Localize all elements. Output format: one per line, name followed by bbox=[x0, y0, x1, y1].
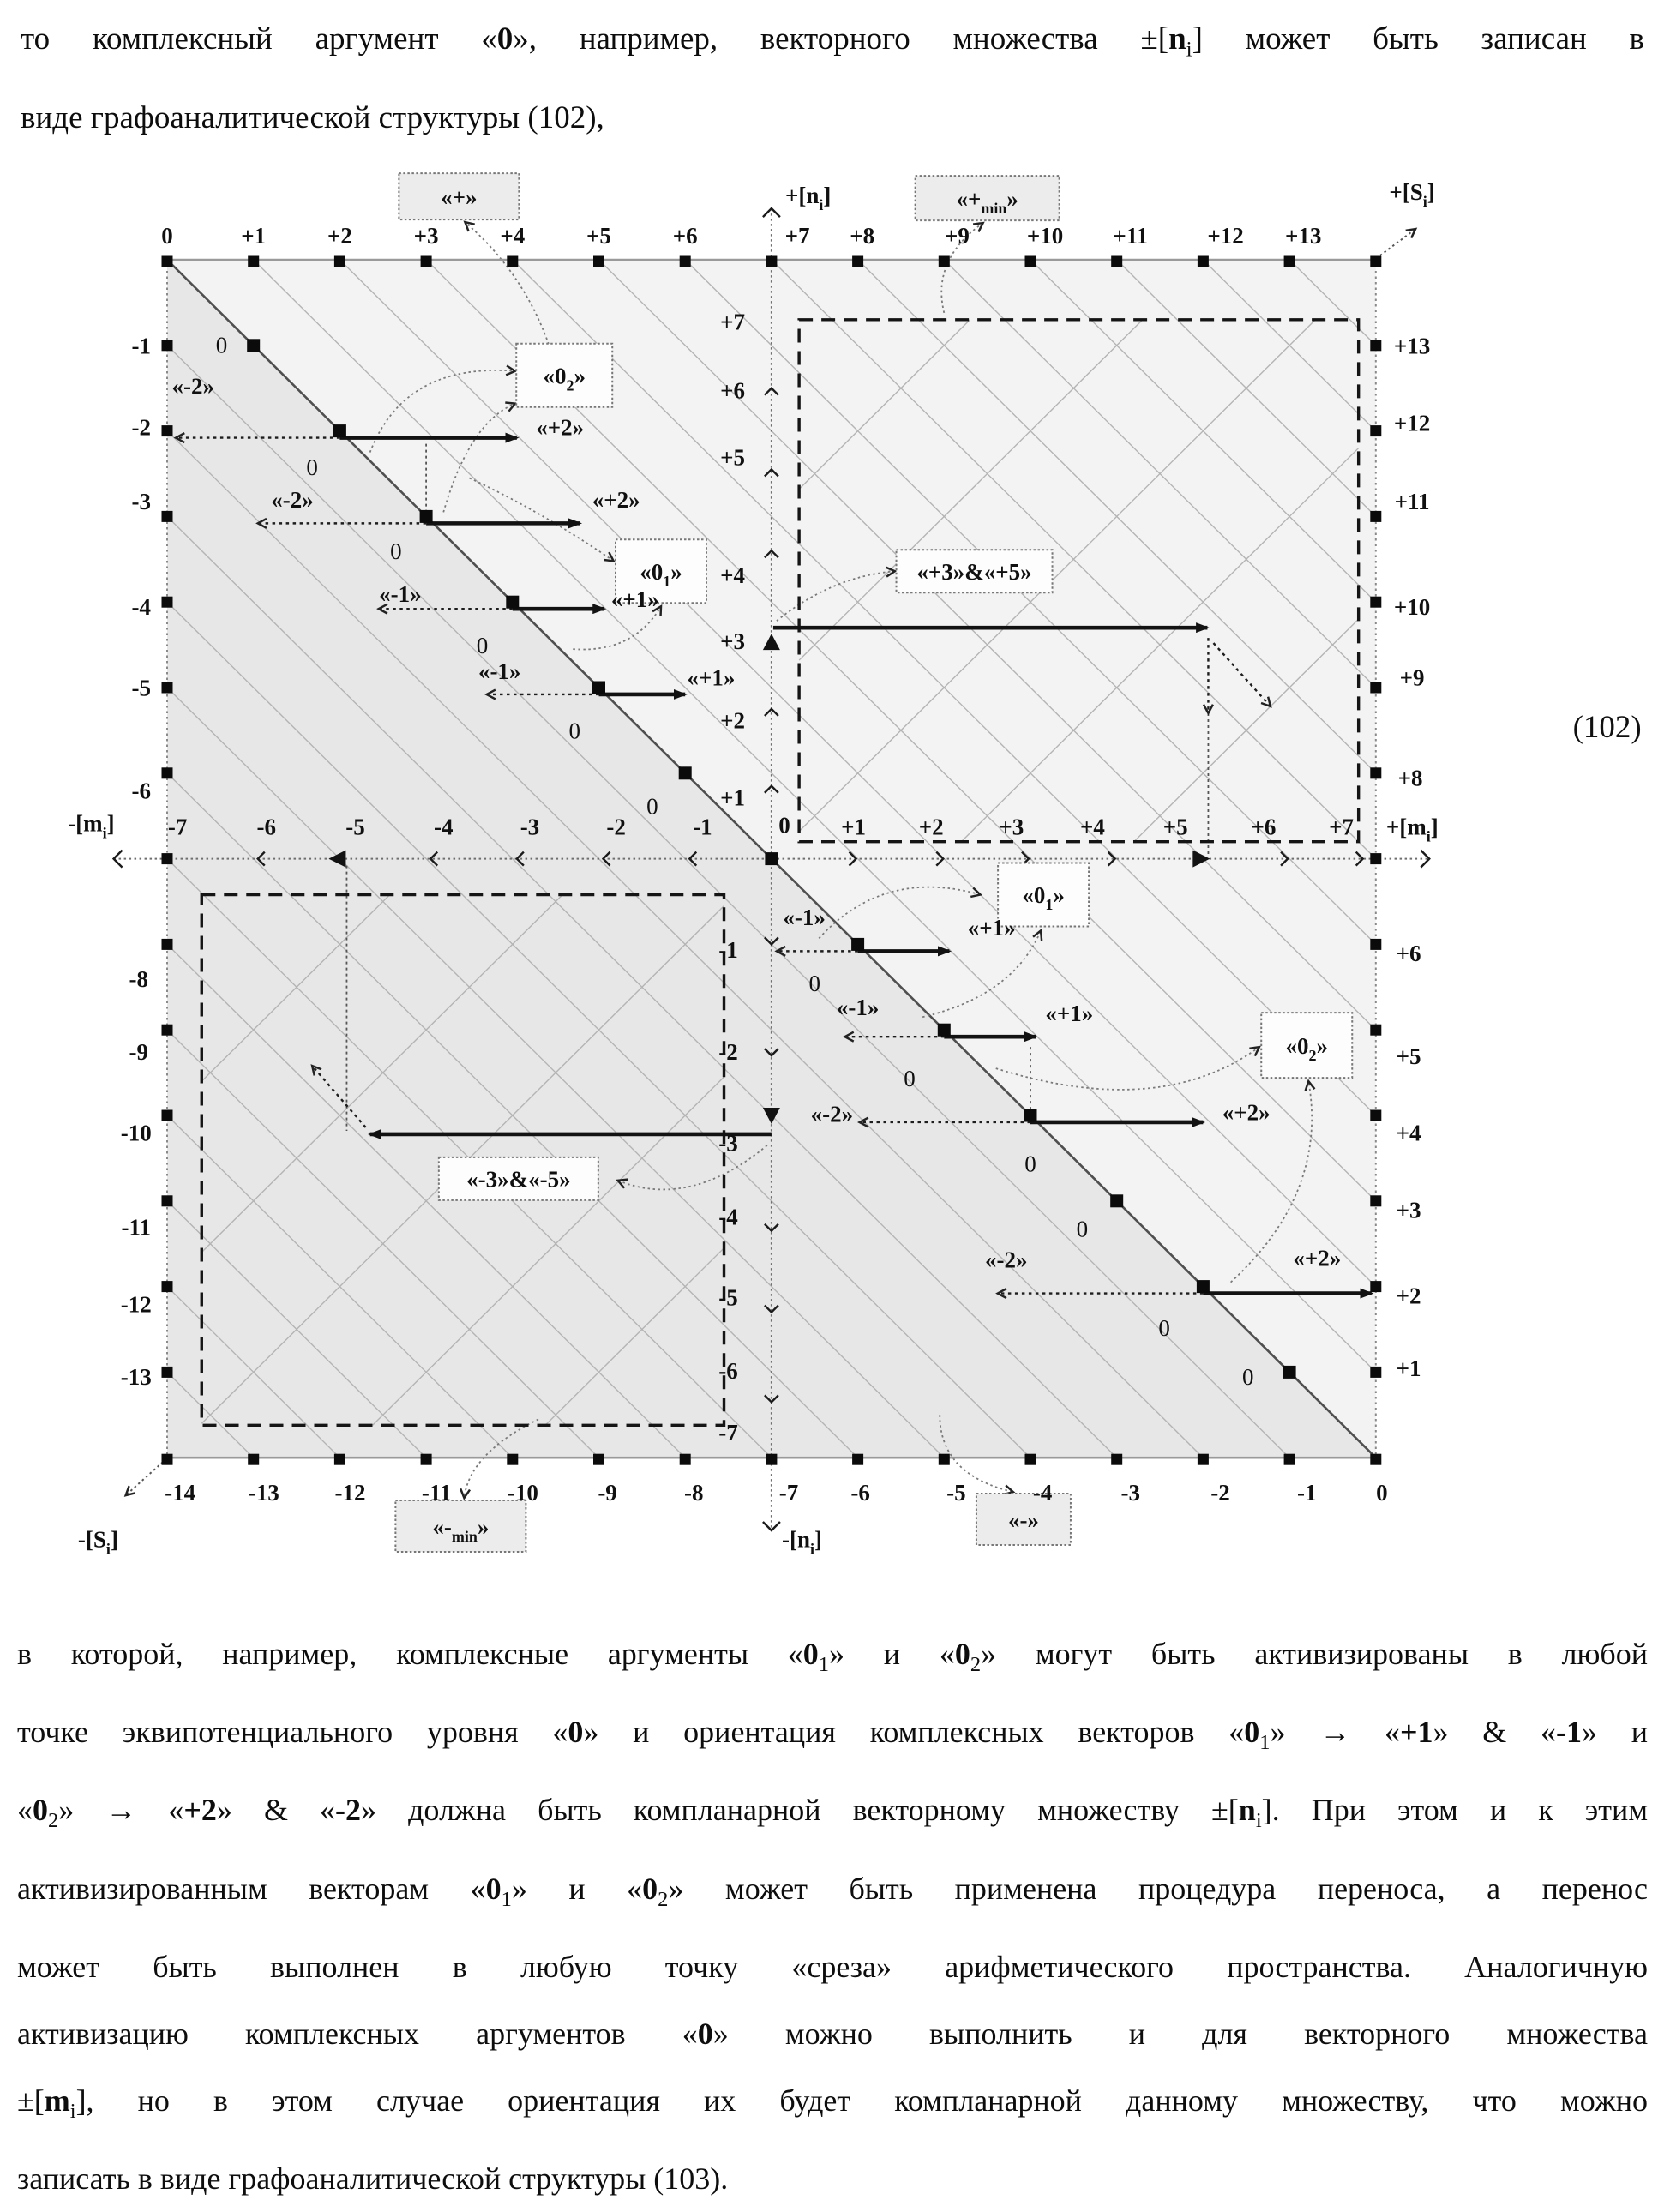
diagram-label: +10 bbox=[1393, 593, 1431, 620]
diagram-label: «-1» bbox=[379, 580, 422, 607]
diagram-label: +7 bbox=[784, 222, 810, 249]
diagram-label: +3 bbox=[1396, 1197, 1421, 1223]
text-line: точке эквипотенциального уровня «0» и ориентация комплексных векторов «$0_1$» → «+1» & «-1» и bbox=[17, 1715, 1649, 1755]
diagram-label: -7 bbox=[167, 814, 188, 840]
diagram-label: +4 bbox=[720, 562, 746, 588]
diagram-label: +5 bbox=[720, 444, 746, 471]
diagram-label: +12 bbox=[1393, 410, 1431, 436]
diagram-label: -5 bbox=[345, 814, 365, 840]
diagram-label: 0 bbox=[215, 332, 228, 358]
text-line: активизированным векторам «$0_1$» и «$0_2$» может быть применена процедура переноса, а перенос bbox=[17, 1871, 1648, 1911]
diagram-label: -5 bbox=[946, 1479, 966, 1506]
diagram-label: +11 bbox=[1394, 489, 1430, 515]
formula-number: (102) bbox=[1572, 710, 1642, 746]
diagram-label: -14 bbox=[165, 1479, 196, 1506]
diagram-label: «+1» bbox=[967, 915, 1016, 941]
diagram-label: -2 bbox=[131, 414, 152, 441]
diagram-label: 0 bbox=[1158, 1315, 1170, 1342]
diagram-label: -2 bbox=[718, 1038, 738, 1065]
diagram-label: -8 bbox=[684, 1479, 704, 1506]
diagram-label: «+2» bbox=[1293, 1245, 1342, 1271]
text-line: активизацию комплексных аргументов «0» можно выполнить и для векторного множества bbox=[17, 2016, 1648, 2051]
diagram-label: +8 bbox=[850, 222, 875, 249]
axis-name-minus-s: $-[S_i]$ bbox=[77, 1526, 118, 1558]
diagram-label: +1 bbox=[241, 222, 267, 249]
diagram-label: -2 bbox=[606, 814, 626, 840]
diagram-label: «+1» bbox=[687, 664, 736, 691]
diagram-label: «-1» bbox=[478, 658, 521, 684]
diagram-label: -6 bbox=[131, 778, 152, 804]
paragraph-top bbox=[21, 5, 1644, 153]
diagram-label: +5 bbox=[1162, 814, 1188, 840]
axis-name-plus-m: $+[m_i]$ bbox=[1385, 814, 1439, 845]
diagram-label: «+1» bbox=[1045, 1000, 1094, 1026]
diagram-label: +6 bbox=[1396, 941, 1421, 967]
axis-name-plus-n: $+[n_i]$ bbox=[785, 182, 832, 213]
diagram-label: -6 bbox=[256, 814, 277, 840]
text-line: то комплексный аргумент «0», например, векторного множества $\pm[n_i]$ может быть записан в bbox=[21, 21, 1645, 62]
diagram-label: «$0_2$» bbox=[1285, 1032, 1328, 1064]
axis-name-minus-n: $-[n_i]$ bbox=[781, 1526, 822, 1558]
diagram-label: «-1» bbox=[783, 905, 826, 931]
diagram-label: +5 bbox=[1396, 1043, 1421, 1069]
diagram-label: +6 bbox=[1251, 814, 1277, 840]
diagram-label: «+2» bbox=[1222, 1099, 1271, 1126]
diagram-label: -4 bbox=[1032, 1479, 1053, 1506]
diagram-label: -1 bbox=[131, 333, 152, 359]
diagram-label: 0 bbox=[808, 971, 820, 997]
paragraph-bottom bbox=[17, 1620, 1648, 2212]
diagram-label: 0 bbox=[778, 812, 790, 839]
diagram-label: -3 bbox=[1120, 1479, 1141, 1506]
text-line: $\pm[m_i]$, но в этом случае ориентация их будет компланарной данному множеству, что можно bbox=[17, 2083, 1648, 2123]
diagram-label: «+3»&«+5» bbox=[916, 558, 1032, 585]
text-line: «$0_2$» → «+2» & «-2» должна быть компланарной векторному множеству $\pm[n_i]$. При этом и к этим bbox=[17, 1793, 1649, 1833]
diagram-label: +2 bbox=[1396, 1283, 1421, 1309]
diagram-label: «$0_1$» bbox=[640, 558, 682, 590]
diagram-label: -7 bbox=[778, 1479, 799, 1506]
diagram-label: +1 bbox=[720, 784, 746, 811]
text-line: в которой, например, комплексные аргументы «$0_1$» и «$0_2$» могут быть активизированы в любой bbox=[17, 1637, 1648, 1677]
diagram-label: «$-_{min}$» bbox=[432, 1513, 490, 1545]
diagram-label: -11 bbox=[421, 1479, 452, 1506]
diagram-label: 0 bbox=[1242, 1364, 1254, 1391]
diagram-label: -4 bbox=[433, 814, 454, 840]
diagram-label: +6 bbox=[672, 222, 698, 249]
diagram-label: -1 bbox=[718, 937, 738, 964]
diagram-label: +2 bbox=[918, 814, 944, 840]
diagram-label: -12 bbox=[334, 1479, 366, 1506]
diagram-label: -3 bbox=[718, 1130, 738, 1157]
diagram-label: +8 bbox=[1397, 765, 1423, 791]
diagram-label: -11 bbox=[121, 1214, 152, 1241]
diagram-label: +1 bbox=[841, 814, 867, 840]
diagram-label: «+2» bbox=[536, 414, 585, 441]
diagram-label: «+» bbox=[441, 183, 478, 210]
diagram-label: -10 bbox=[120, 1120, 152, 1146]
diagram-label: 0 bbox=[161, 222, 173, 249]
diagram-label: -9 bbox=[598, 1479, 617, 1506]
diagram-label: «-» bbox=[1007, 1506, 1039, 1533]
diagram-label: 0 bbox=[646, 793, 658, 820]
diagram-label: +7 bbox=[720, 309, 746, 335]
structure-102-diagram bbox=[0, 150, 1670, 1633]
diagram-label: «+2» bbox=[592, 487, 640, 514]
diagram-label: -3 bbox=[131, 489, 152, 515]
diagram-label: «-2» bbox=[171, 373, 214, 400]
diagram-label: +9 bbox=[944, 222, 970, 249]
diagram-label: «-2» bbox=[810, 1101, 854, 1127]
diagram-label: +13 bbox=[1285, 222, 1322, 249]
diagram-label: -10 bbox=[507, 1479, 538, 1506]
diagram-label: «$0_1$» bbox=[1022, 882, 1065, 914]
diagram-label: -13 bbox=[248, 1479, 279, 1506]
diagram-label: -1 bbox=[1296, 1479, 1317, 1506]
diagram-label: -9 bbox=[129, 1038, 149, 1065]
diagram-label: +2 bbox=[327, 222, 352, 249]
diagram-label: 0 bbox=[476, 632, 489, 658]
diagram-label: «+1» bbox=[610, 586, 659, 612]
diagram-label: -6 bbox=[850, 1479, 870, 1506]
diagram-label: +13 bbox=[1393, 333, 1431, 359]
diagram-label: «-1» bbox=[836, 994, 880, 1020]
text-line: записать в виде графоаналитической структуры (103). bbox=[17, 2161, 729, 2196]
diagram-label: «$+_{min}$» bbox=[956, 185, 1018, 217]
diagram-label: -12 bbox=[120, 1291, 152, 1318]
diagram-label: 0 bbox=[904, 1065, 916, 1091]
diagram-label: +12 bbox=[1207, 222, 1244, 249]
diagram-label: -2 bbox=[1210, 1479, 1230, 1506]
diagram-label: +11 bbox=[1113, 222, 1149, 249]
text-line: виде графоаналитической структуры (102), bbox=[21, 100, 604, 136]
diagram-label: «-3»&«-5» bbox=[466, 1166, 571, 1193]
diagram-label: -5 bbox=[718, 1284, 738, 1311]
diagram-label: +10 bbox=[1026, 222, 1064, 249]
diagram-label: +4 bbox=[500, 222, 526, 249]
diagram-label: 0 bbox=[568, 718, 581, 744]
diagram-label: +3 bbox=[999, 814, 1024, 840]
diagram-label: +4 bbox=[1080, 814, 1105, 840]
axis-name-minus-m: $-[m_i]$ bbox=[68, 810, 115, 842]
diagram-label: -4 bbox=[131, 593, 152, 620]
diagram-label: 0 bbox=[1376, 1479, 1388, 1506]
diagram-label: -8 bbox=[129, 966, 149, 993]
diagram-label: «$0_2$» bbox=[543, 363, 586, 394]
diagram-label: +9 bbox=[1399, 664, 1425, 691]
axis-name-plus-s: $+[S_i]$ bbox=[1389, 178, 1435, 210]
diagram-label: +7 bbox=[1329, 814, 1354, 840]
diagram-label: -5 bbox=[131, 675, 152, 701]
diagram-label: 0 bbox=[390, 538, 402, 565]
diagram-label: +3 bbox=[720, 628, 746, 654]
diagram-label: -3 bbox=[520, 814, 540, 840]
diagram-label: 0 bbox=[1076, 1216, 1089, 1242]
diagram-label: 0 bbox=[306, 454, 318, 481]
diagram-label: -6 bbox=[718, 1358, 738, 1385]
diagram-label: «-2» bbox=[271, 487, 314, 514]
diagram-label: +1 bbox=[1396, 1355, 1421, 1382]
diagram-label: +4 bbox=[1396, 1120, 1421, 1146]
diagram-label: «-2» bbox=[985, 1247, 1028, 1273]
text-line: может быть выполнен в любую точку «среза» арифметического пространства. Аналогичную bbox=[17, 1949, 1648, 1984]
diagram-label: 0 bbox=[1024, 1151, 1036, 1177]
diagram-label: -4 bbox=[718, 1204, 738, 1230]
diagram-label: -7 bbox=[718, 1419, 738, 1446]
diagram-label: +5 bbox=[586, 222, 611, 249]
diagram-label: -13 bbox=[120, 1364, 152, 1391]
diagram-label: +3 bbox=[413, 222, 439, 249]
diagram-label: +6 bbox=[720, 377, 746, 404]
diagram-label: -1 bbox=[693, 814, 712, 840]
diagram-label: +2 bbox=[720, 707, 746, 734]
